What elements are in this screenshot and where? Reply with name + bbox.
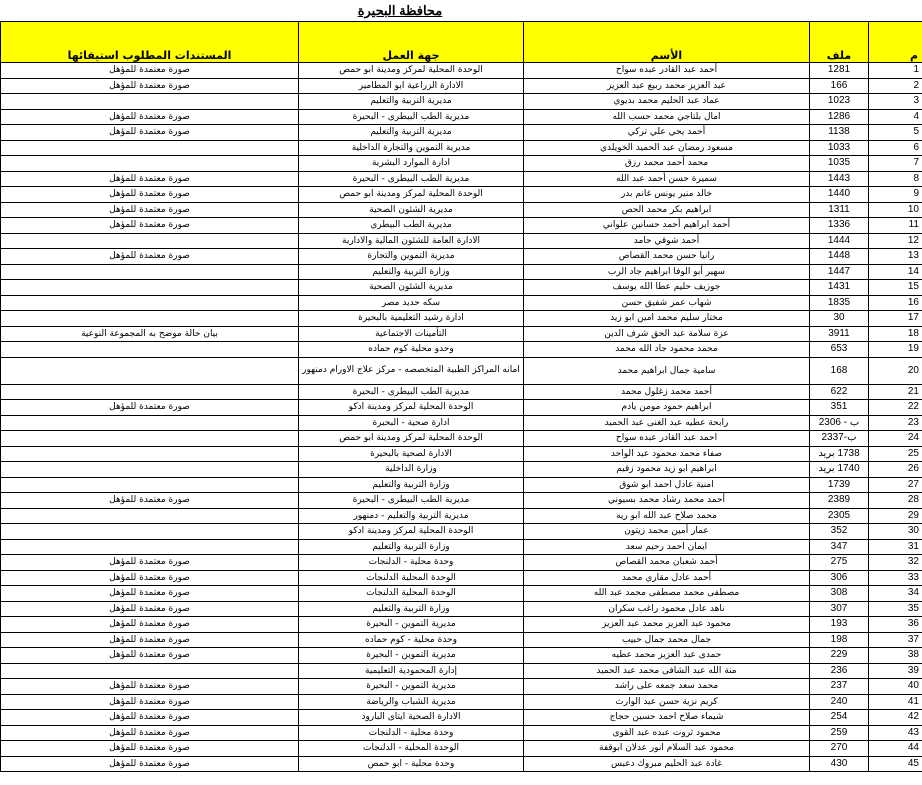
- row-docs: صورة معتمدة للمؤهل: [1, 125, 299, 141]
- row-name: شيماء صلاح احمد حسين حجاج: [524, 710, 810, 726]
- row-docs: صورة معتمدة للمؤهل: [1, 725, 299, 741]
- table-row: [1, 233, 922, 249]
- row-index: 2: [869, 78, 922, 94]
- row-index: 1: [869, 63, 922, 79]
- row-name: أحمد محمد زغلول محمد: [524, 384, 810, 400]
- row-index: 10: [869, 202, 922, 218]
- row-index: 43: [869, 725, 922, 741]
- table-row: [1, 570, 922, 586]
- row-work: مديرية التموين والتجارة الداخلية: [299, 140, 524, 156]
- table-row: [1, 171, 922, 187]
- table-row: [1, 295, 922, 311]
- row-name: أحمد عبد القادر عبده سواح: [524, 63, 810, 79]
- row-file: 240: [810, 694, 869, 710]
- row-work: مديرية التموين - البحيرة: [299, 679, 524, 695]
- row-name: كريم نزية حسن عبد الوارث: [524, 694, 810, 710]
- row-file: 1447: [810, 264, 869, 280]
- row-index: 22: [869, 400, 922, 416]
- row-docs: [1, 663, 299, 679]
- row-index: 4: [869, 109, 922, 125]
- row-work: وحدة محلية - كوم حماده: [299, 632, 524, 648]
- table-row: [1, 555, 922, 571]
- row-file: 229: [810, 648, 869, 664]
- header-name: الأسم: [524, 22, 810, 63]
- row-name: صفاء محمد محمود عبد الواحد: [524, 446, 810, 462]
- row-name: محمد محمود جاد الله محمد: [524, 342, 810, 358]
- row-docs: [1, 446, 299, 462]
- row-work: وحدة محلية - الدلنجات: [299, 555, 524, 571]
- row-index: 26: [869, 462, 922, 478]
- row-docs: صورة معتمدة للمؤهل: [1, 187, 299, 203]
- row-file: 270: [810, 741, 869, 757]
- row-work: مديرية التربية والتعليم: [299, 94, 524, 110]
- row-name: عماد عبد الحليم محمد بديوي: [524, 94, 810, 110]
- row-name: عمار أمين محمد زيتون: [524, 524, 810, 540]
- row-name: محمد أحمد محمد رزق: [524, 156, 810, 172]
- row-file: 193: [810, 617, 869, 633]
- row-file: 1738 بريد: [810, 446, 869, 462]
- row-file: 1286: [810, 109, 869, 125]
- row-work: ادارة صحية - البحيرة: [299, 415, 524, 431]
- row-index: 3: [869, 94, 922, 110]
- row-name: محمود عبد السلام انور عدلان ابوقفة: [524, 741, 810, 757]
- row-file: 1835: [810, 295, 869, 311]
- row-name: عزة سلامة عبد الحق شرف الدين: [524, 326, 810, 342]
- row-name: عبد العزيز محمد ربيع عبد العزيز: [524, 78, 810, 94]
- row-file: 351: [810, 400, 869, 416]
- row-docs: [1, 140, 299, 156]
- row-name: رانيا حسن محمد القصاص: [524, 249, 810, 265]
- row-index: 24: [869, 431, 922, 447]
- row-index: 33: [869, 570, 922, 586]
- row-index: 11: [869, 218, 922, 234]
- table-row: [1, 357, 922, 384]
- row-docs: [1, 524, 299, 540]
- row-name: جوزيف حليم عطا الله يوسف: [524, 280, 810, 296]
- row-name: امنية عادل احمد ابو شوق: [524, 477, 810, 493]
- row-name: مصطفى محمد مصطفى محمد عبد الله: [524, 586, 810, 602]
- row-file: 2389: [810, 493, 869, 509]
- row-index: 34: [869, 586, 922, 602]
- row-file: 166: [810, 78, 869, 94]
- row-index: 23: [869, 415, 922, 431]
- row-name: مختار سليم محمد امين ابو زيد: [524, 311, 810, 327]
- row-docs: [1, 280, 299, 296]
- row-work: الادارة الصحية ايتاى البارود: [299, 710, 524, 726]
- table-row: [1, 218, 922, 234]
- row-docs: صورة معتمدة للمؤهل: [1, 741, 299, 757]
- row-work: وزارة التربية والتعليم: [299, 601, 524, 617]
- row-file: 168: [810, 357, 869, 384]
- row-docs: صورة معتمدة للمؤهل: [1, 710, 299, 726]
- row-index: 9: [869, 187, 922, 203]
- row-work: إدارة المحمودية التعليمية: [299, 663, 524, 679]
- header-file: ملف: [810, 22, 869, 63]
- row-name: رابحة عطيه عبد الغنى عبد الحميد: [524, 415, 810, 431]
- row-file: 1023: [810, 94, 869, 110]
- row-index: 35: [869, 601, 922, 617]
- table-row: [1, 156, 922, 172]
- row-docs: صورة معتمدة للمؤهل: [1, 555, 299, 571]
- row-file: 352: [810, 524, 869, 540]
- row-work: مديرية التربية والتعليم: [299, 125, 524, 141]
- row-name: أحمد محمد رشاد محمد بسيوني: [524, 493, 810, 509]
- row-docs: [1, 384, 299, 400]
- row-docs: صورة معتمدة للمؤهل: [1, 601, 299, 617]
- row-docs: [1, 311, 299, 327]
- row-index: 42: [869, 710, 922, 726]
- row-docs: صورة معتمدة للمؤهل: [1, 109, 299, 125]
- table-body: [1, 63, 922, 772]
- row-name: شهاب عمر شفيق حسن: [524, 295, 810, 311]
- row-file: 622: [810, 384, 869, 400]
- row-work: الوحدة المحلية لمركز ومدينة ادكو: [299, 400, 524, 416]
- table-row: [1, 400, 922, 416]
- row-file: 307: [810, 601, 869, 617]
- row-index: 18: [869, 326, 922, 342]
- table-row: [1, 63, 922, 79]
- header-work: جهة العمل: [299, 22, 524, 63]
- row-docs: [1, 477, 299, 493]
- table-row: [1, 725, 922, 741]
- row-index: 13: [869, 249, 922, 265]
- row-docs: صورة معتمدة للمؤهل: [1, 202, 299, 218]
- table-row: [1, 311, 922, 327]
- row-name: سميرة حسن أحمد عبد الله: [524, 171, 810, 187]
- row-work: ادارة الموارد البشرية: [299, 156, 524, 172]
- row-file: 198: [810, 632, 869, 648]
- row-name: محمد صلاح عبد الله ابو ريه: [524, 508, 810, 524]
- table-row: [1, 187, 922, 203]
- row-name: ابراهيم بكر محمد الحص: [524, 202, 810, 218]
- row-docs: صورة معتمدة للمؤهل: [1, 679, 299, 695]
- table-row: [1, 741, 922, 757]
- table-row: [1, 477, 922, 493]
- table-row: [1, 125, 922, 141]
- row-file: 1443: [810, 171, 869, 187]
- row-docs: صورة معتمدة للمؤهل: [1, 617, 299, 633]
- row-work: وحدة محلية - الدلنجات: [299, 725, 524, 741]
- row-file: 1440: [810, 187, 869, 203]
- row-name: سامية جمال ابراهيم محمد: [524, 357, 810, 384]
- table-row: [1, 446, 922, 462]
- row-file: 1138: [810, 125, 869, 141]
- header-row: [1, 22, 922, 63]
- row-docs: صورة معتمدة للمؤهل: [1, 493, 299, 509]
- row-index: 20: [869, 357, 922, 384]
- row-file: 2305: [810, 508, 869, 524]
- row-name: ابراهيم ابو زيد محمود زقيم: [524, 462, 810, 478]
- row-docs: صورة معتمدة للمؤهل: [1, 78, 299, 94]
- row-work: الادارة الزراعية ابو المطامير: [299, 78, 524, 94]
- row-docs: صورة معتمدة للمؤهل: [1, 249, 299, 265]
- row-work: مديرية التربية والتعليم - دمنهور: [299, 508, 524, 524]
- row-index: 6: [869, 140, 922, 156]
- row-index: 5: [869, 125, 922, 141]
- header-docs: المستندات المطلوب استيفائها: [1, 22, 299, 63]
- row-docs: صورة معتمدة للمؤهل: [1, 171, 299, 187]
- row-file: 1336: [810, 218, 869, 234]
- table-row: [1, 326, 922, 342]
- table-row: [1, 493, 922, 509]
- row-docs: [1, 94, 299, 110]
- row-file: 308: [810, 586, 869, 602]
- row-file: 347: [810, 539, 869, 555]
- table-row: [1, 78, 922, 94]
- table-row: [1, 694, 922, 710]
- row-index: 7: [869, 156, 922, 172]
- table-row: [1, 342, 922, 358]
- row-docs: [1, 264, 299, 280]
- row-file: 254: [810, 710, 869, 726]
- row-file: 430: [810, 756, 869, 772]
- row-index: 27: [869, 477, 922, 493]
- table-row: [1, 632, 922, 648]
- row-index: 29: [869, 508, 922, 524]
- row-index: 19: [869, 342, 922, 358]
- table-row: [1, 524, 922, 540]
- row-docs: [1, 342, 299, 358]
- row-index: 45: [869, 756, 922, 772]
- row-name: ايمان احمد رحيم سعد: [524, 539, 810, 555]
- row-docs: [1, 431, 299, 447]
- table-row: [1, 617, 922, 633]
- row-index: 28: [869, 493, 922, 509]
- row-docs: [1, 462, 299, 478]
- row-work: مديرية الشئون الصحية: [299, 202, 524, 218]
- row-name: منة الله عبد الشافى محمد عبد الحميد: [524, 663, 810, 679]
- table-row: [1, 648, 922, 664]
- table-row: [1, 663, 922, 679]
- row-file: 1431: [810, 280, 869, 296]
- row-name: أحمد شعبان محمد القصاص: [524, 555, 810, 571]
- row-name: ناهد عادل محمود راغب سكران: [524, 601, 810, 617]
- row-work: وزارة التربية والتعليم: [299, 264, 524, 280]
- header-index: م: [869, 22, 922, 63]
- row-file: 30: [810, 311, 869, 327]
- row-file: ب - 2306: [810, 415, 869, 431]
- row-docs: [1, 508, 299, 524]
- row-index: 44: [869, 741, 922, 757]
- row-docs: صورة معتمدة للمؤهل: [1, 694, 299, 710]
- row-name: امال بلتاجي محمد حسب الله: [524, 109, 810, 125]
- row-docs: صورة معتمدة للمؤهل: [1, 400, 299, 416]
- table-row: [1, 431, 922, 447]
- row-work: ادارة رشيد التعليمية بالبحيرة: [299, 311, 524, 327]
- table-row: [1, 756, 922, 772]
- row-index: 25: [869, 446, 922, 462]
- row-work: مديرية الطب البيطرى - البحيرة: [299, 171, 524, 187]
- row-docs: [1, 295, 299, 311]
- table-row: [1, 710, 922, 726]
- row-name: أحمد عادل مقاري محمد: [524, 570, 810, 586]
- row-docs: صورة معتمدة للمؤهل: [1, 218, 299, 234]
- row-index: 14: [869, 264, 922, 280]
- row-work: مديرية الطب البيطرى - البحيرة: [299, 109, 524, 125]
- row-file: 653: [810, 342, 869, 358]
- table-row: [1, 280, 922, 296]
- row-work: الوحدة المحلية لمركز ومدينة ابو حمص: [299, 431, 524, 447]
- row-name: أحمد ابراهيم أحمد حسانين علواني: [524, 218, 810, 234]
- row-work: الوحدة المحلية الدلنجات: [299, 570, 524, 586]
- row-docs: صورة معتمدة للمؤهل: [1, 648, 299, 664]
- table-row: [1, 94, 922, 110]
- row-index: 30: [869, 524, 922, 540]
- row-work: وزارة التربية والتعليم: [299, 477, 524, 493]
- row-file: 236: [810, 663, 869, 679]
- table-row: [1, 679, 922, 695]
- page-title: محافظة البحيرة: [357, 3, 443, 18]
- row-docs: [1, 156, 299, 172]
- row-work: مديرية التموين - البحيرة: [299, 648, 524, 664]
- row-docs: [1, 539, 299, 555]
- row-file: 1281: [810, 63, 869, 79]
- row-name: ابراهيم حمود مومن يادم: [524, 400, 810, 416]
- employees-table: [0, 21, 922, 772]
- row-work: سكه حديد مصر: [299, 295, 524, 311]
- row-index: 17: [869, 311, 922, 327]
- row-name: غادة عبد الحليم مبروك دعبس: [524, 756, 810, 772]
- row-docs: صورة معتمدة للمؤهل: [1, 586, 299, 602]
- row-work: وزارة التربية والتعليم: [299, 539, 524, 555]
- table-row: [1, 202, 922, 218]
- table-row: [1, 586, 922, 602]
- table-row: [1, 601, 922, 617]
- row-work: الوحدة المحلية - الدلنجات: [299, 741, 524, 757]
- row-index: 8: [869, 171, 922, 187]
- row-name: مسعود رمضان عبد الحميد الخويلدي: [524, 140, 810, 156]
- row-name: احمد عبد القادر عبده سواح: [524, 431, 810, 447]
- row-docs: بيان حالة موضح به المجموعة النوعية: [1, 326, 299, 342]
- row-file: 259: [810, 725, 869, 741]
- row-work: الوحدة المحلية لمركز ومدينة ابو حمص: [299, 63, 524, 79]
- row-index: 36: [869, 617, 922, 633]
- row-name: سهير أبو الوفا ابراهيم جاد الرب: [524, 264, 810, 280]
- row-index: 32: [869, 555, 922, 571]
- row-name: أحمد شوقي حامد: [524, 233, 810, 249]
- table-row: [1, 109, 922, 125]
- row-name: محمود عبد العزيز محمد عبد العزيز: [524, 617, 810, 633]
- row-file: 1444: [810, 233, 869, 249]
- row-index: 37: [869, 632, 922, 648]
- row-docs: صورة معتمدة للمؤهل: [1, 756, 299, 772]
- row-file: 1448: [810, 249, 869, 265]
- row-file: ب-2337: [810, 431, 869, 447]
- row-file: 1033: [810, 140, 869, 156]
- row-docs: [1, 415, 299, 431]
- row-name: حمدى عبد العزيز محمد عطيه: [524, 648, 810, 664]
- row-index: 12: [869, 233, 922, 249]
- row-work: الادارة لصحية بالبحيرة: [299, 446, 524, 462]
- row-work: وحدة محلية - ابو حمص: [299, 756, 524, 772]
- row-file: 1311: [810, 202, 869, 218]
- row-docs: [1, 233, 299, 249]
- row-work: الوحدة المحلية لمركز ومدينة ابو حمص: [299, 187, 524, 203]
- table-row: [1, 249, 922, 265]
- row-work: الادارة العامة للشئون المالية والادارية: [299, 233, 524, 249]
- row-docs: صورة معتمدة للمؤهل: [1, 63, 299, 79]
- row-index: 41: [869, 694, 922, 710]
- row-index: 21: [869, 384, 922, 400]
- row-work: مديرية الطب البيطري: [299, 218, 524, 234]
- row-work: مديرية التموين والتجارة: [299, 249, 524, 265]
- row-index: 39: [869, 663, 922, 679]
- row-index: 15: [869, 280, 922, 296]
- row-name: جمال محمد جمال حبيب: [524, 632, 810, 648]
- row-index: 31: [869, 539, 922, 555]
- table-row: [1, 508, 922, 524]
- row-index: 38: [869, 648, 922, 664]
- row-file: 237: [810, 679, 869, 695]
- row-name: محمد سعد جمعه على راشد: [524, 679, 810, 695]
- row-docs: صورة معتمدة للمؤهل: [1, 570, 299, 586]
- table-row: [1, 384, 922, 400]
- table-row: [1, 140, 922, 156]
- row-work: مديرية الطب البيطرى - البحيرة: [299, 384, 524, 400]
- row-file: 1740 بريد: [810, 462, 869, 478]
- row-work: مديرية الشباب والرياضة: [299, 694, 524, 710]
- row-work: مديرية الشئون الصحية: [299, 280, 524, 296]
- row-index: 40: [869, 679, 922, 695]
- row-index: 16: [869, 295, 922, 311]
- row-file: 3911: [810, 326, 869, 342]
- row-docs: [1, 357, 299, 384]
- row-work: الوحدة المحلية الدلنجات: [299, 586, 524, 602]
- table-row: [1, 462, 922, 478]
- row-work: مديرية الطب البيطرى - البحيرة: [299, 493, 524, 509]
- row-work: الوحدة المحلية لمركز ومدينة ادكو: [299, 524, 524, 540]
- row-docs: صورة معتمدة للمؤهل: [1, 632, 299, 648]
- table-row: [1, 264, 922, 280]
- table-row: [1, 539, 922, 555]
- row-work: امانه المراكز الطبية المتخصصه - مركز علاج الاورام دمنهور: [299, 357, 524, 384]
- row-file: 1035: [810, 156, 869, 172]
- row-name: محمود ثروت عبده عبد القوى: [524, 725, 810, 741]
- row-file: 275: [810, 555, 869, 571]
- row-work: وزارة الداخلية: [299, 462, 524, 478]
- row-name: خالد منير يونس غانم بدر: [524, 187, 810, 203]
- row-file: 1739: [810, 477, 869, 493]
- row-work: وحدو محلية كوم حماده: [299, 342, 524, 358]
- row-work: التأمينات الاجتماعية: [299, 326, 524, 342]
- row-file: 306: [810, 570, 869, 586]
- row-work: مديرية التموين - البحيرة: [299, 617, 524, 633]
- table-row: [1, 415, 922, 431]
- row-name: أحمد يحي علي تركي: [524, 125, 810, 141]
